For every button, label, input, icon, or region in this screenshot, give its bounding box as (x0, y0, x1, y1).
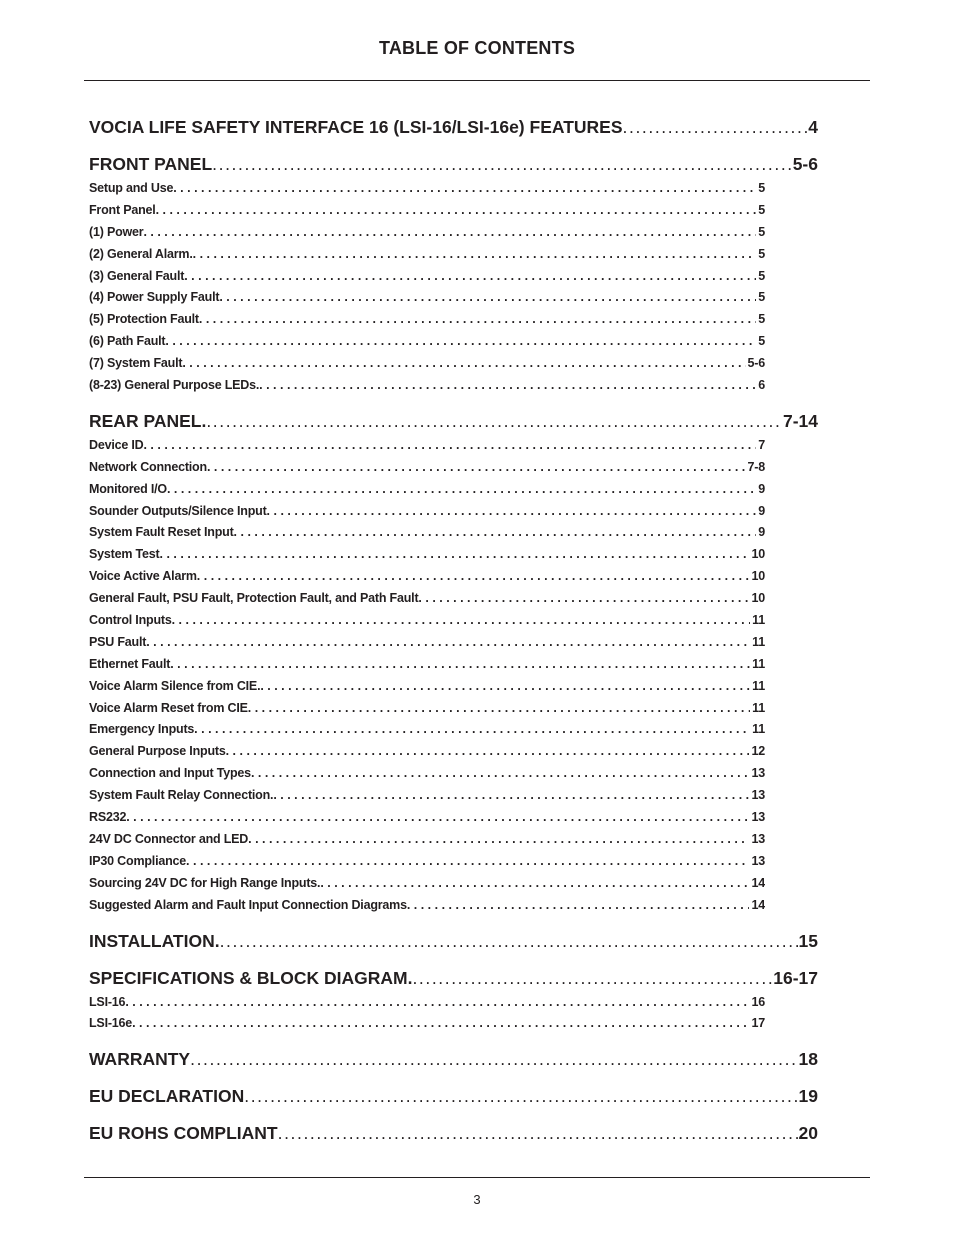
dot-leader (194, 719, 750, 741)
toc-subsection-page: 5 (758, 334, 765, 349)
toc-section-page: 19 (798, 1086, 818, 1107)
toc-subsection-entry[interactable] (89, 309, 765, 331)
toc-subsection-page: 9 (758, 503, 765, 518)
toc-subsection-title: LSI-16e (89, 1016, 133, 1031)
dot-leader (273, 785, 749, 807)
toc-subsection-page: 11 (752, 678, 765, 693)
toc-subsection-title: (6) Path Fault (89, 334, 166, 349)
toc-section (89, 917, 818, 953)
toc-subsection-entry[interactable] (89, 610, 765, 632)
toc-subsection-page: 10 (751, 569, 765, 584)
toc-subsection-title: Voice Active Alarm (89, 569, 197, 584)
dot-leader (412, 967, 773, 990)
toc-subsection-entry[interactable] (89, 353, 765, 375)
toc-subsection-title: Monitored I/O (89, 481, 167, 496)
toc-section-page: 7-14 (782, 410, 818, 431)
toc-subsection-title: Network Connection (89, 459, 207, 474)
toc-subsection-title: Sourcing 24V DC for High Range Inputs. (89, 875, 321, 890)
page-number: 3 (473, 1192, 481, 1207)
toc-subsection-title: 24V DC Connector and LED (89, 831, 249, 846)
dot-leader (173, 178, 756, 200)
toc-subsection-page: 9 (758, 525, 765, 540)
toc-subsection-page: 10 (751, 547, 765, 562)
toc-subsection-title: PSU Fault (89, 634, 147, 649)
toc-subsection-page: 16 (751, 994, 765, 1009)
toc-subsection-page: 13 (751, 766, 765, 781)
toc-subsection-page: 14 (751, 897, 765, 912)
toc-subsection-title: Ethernet Fault (89, 656, 171, 671)
dot-leader (126, 807, 749, 829)
toc-subsection-entry[interactable] (89, 632, 765, 654)
toc-subsection-entry[interactable] (89, 178, 765, 200)
toc-subsection-entry[interactable] (89, 654, 765, 676)
toc-subsection-entry[interactable] (89, 785, 765, 807)
dot-leader (184, 266, 756, 288)
toc-subsection-title: Sounder Outputs/Silence Input (89, 503, 267, 518)
toc-section-title: VOCIA LIFE SAFETY INTERFACE 16 (LSI-16/LSI-16e) FEATURES (89, 117, 623, 137)
toc-subsection-title: System Fault Relay Connection. (89, 788, 274, 803)
toc-subsection-list (89, 992, 765, 1036)
toc-subsection-entry[interactable] (89, 522, 765, 544)
toc-subsection-entry[interactable] (89, 895, 765, 917)
toc-subsection-page: 5 (758, 202, 765, 217)
toc-subsection-entry[interactable] (89, 375, 765, 397)
toc-subsection-entry[interactable] (89, 435, 765, 457)
dot-leader (132, 1013, 749, 1035)
toc-section-entry[interactable] (89, 967, 818, 990)
toc-subsection-title: Device ID (89, 437, 144, 452)
toc-section-entry[interactable] (89, 1048, 818, 1071)
dot-leader (267, 501, 757, 523)
toc-section (89, 953, 818, 1036)
dot-leader (165, 331, 756, 353)
dot-leader (226, 741, 750, 763)
toc-subsection-page: 11 (752, 700, 765, 715)
toc-subsection-title: Setup and Use (89, 181, 174, 195)
dot-leader (260, 676, 750, 698)
toc-subsection-entry[interactable] (89, 829, 765, 851)
dot-leader (170, 654, 750, 676)
toc-subsection-page: 5 (758, 268, 765, 283)
footer-rule (84, 1177, 870, 1178)
dot-leader (248, 829, 749, 851)
toc-subsection-entry[interactable] (89, 719, 765, 741)
toc-subsection-entry[interactable] (89, 588, 765, 610)
toc-section-entry[interactable] (89, 116, 818, 139)
toc-section-title: EU DECLARATION (89, 1086, 245, 1107)
toc-subsection-entry[interactable] (89, 566, 765, 588)
toc-section-page: 4 (808, 117, 818, 137)
dot-leader (143, 435, 756, 457)
toc-subsection-title: System Fault Reset Input (89, 525, 234, 540)
dot-leader (167, 479, 756, 501)
dot-leader (172, 610, 751, 632)
dot-leader (248, 698, 750, 720)
dot-leader (160, 544, 750, 566)
toc-subsection-page: 13 (751, 788, 765, 803)
dot-leader (156, 200, 757, 222)
toc-subsection-page: 12 (751, 744, 765, 759)
toc-subsection-page: 13 (751, 853, 765, 868)
toc-subsection-entry[interactable] (89, 544, 765, 566)
dot-leader (193, 244, 757, 266)
toc-subsection-entry[interactable] (89, 1013, 765, 1035)
dot-leader (320, 873, 749, 895)
toc-section (89, 397, 818, 917)
toc-subsection-entry[interactable] (89, 501, 765, 523)
toc-subsection-page: 5-6 (747, 356, 765, 371)
toc-section-title: EU ROHS COMPLIANT (89, 1123, 278, 1144)
toc-subsection-entry[interactable] (89, 457, 765, 479)
toc-section-title: INSTALLATION. (89, 930, 220, 951)
dot-leader (251, 763, 750, 785)
dot-leader (182, 353, 745, 375)
toc-subsection-page: 5 (758, 181, 765, 195)
toc-subsection-page: 9 (758, 481, 765, 496)
toc-subsection-page: 7-8 (747, 459, 765, 474)
dot-leader (278, 1122, 799, 1145)
toc-section-page: 5-6 (792, 154, 818, 174)
toc-subsection-page: 11 (752, 613, 765, 628)
toc-section-page: 16-17 (773, 967, 818, 988)
toc-subsection-title: Suggested Alarm and Fault Input Connection Diagrams (89, 897, 407, 912)
toc-subsection-page: 11 (752, 634, 765, 649)
toc-subsection-page: 13 (751, 831, 765, 846)
toc-section-title: WARRANTY (89, 1049, 191, 1070)
toc-subsection-page: 17 (751, 1016, 765, 1031)
toc-subsection-entry[interactable] (89, 244, 765, 266)
toc-subsection-title: (4) Power Supply Fault (89, 290, 220, 305)
toc-subsection-page: 14 (751, 875, 765, 890)
dot-leader (212, 153, 793, 176)
dot-leader (146, 632, 750, 654)
toc-subsection-list (89, 435, 765, 917)
toc-section-page: 20 (798, 1123, 818, 1144)
toc-subsection-entry[interactable] (89, 331, 765, 353)
toc-section (89, 1035, 818, 1071)
toc-subsection-page: 7 (758, 437, 765, 452)
toc-subsection-entry[interactable] (89, 807, 765, 829)
toc-section-entry[interactable] (89, 1085, 818, 1108)
toc-subsection-entry[interactable] (89, 851, 765, 873)
toc-subsection-page: 13 (751, 810, 765, 825)
toc-subsection-title: IP30 Compliance (89, 853, 187, 868)
toc-section (89, 139, 818, 397)
dot-leader (220, 930, 799, 953)
toc-subsection-page: 5 (758, 246, 765, 261)
toc-subsection-title: (5) Protection Fault (89, 312, 199, 327)
toc-subsection-title: (7) System Fault (89, 356, 183, 371)
toc-subsection-title: Control Inputs (89, 613, 172, 628)
toc-subsection-title: (8-23) General Purpose LEDs. (89, 378, 260, 393)
toc-subsection-page: 11 (752, 656, 765, 671)
dot-leader (199, 309, 756, 331)
dot-leader (407, 895, 750, 917)
dot-leader (234, 522, 757, 544)
dot-leader (186, 851, 749, 873)
toc-section-page: 15 (798, 930, 818, 951)
toc-subsection-title: Front Panel (89, 202, 156, 217)
toc-section-entry[interactable] (89, 410, 818, 433)
toc-subsection-title: (2) General Alarm. (89, 246, 193, 261)
toc-subsection-entry[interactable] (89, 698, 765, 720)
dot-leader (143, 222, 756, 244)
toc-subsection-entry[interactable] (89, 992, 765, 1014)
toc-subsection-title: LSI-16 (89, 994, 126, 1009)
toc-subsection-entry[interactable] (89, 479, 765, 501)
toc-section-entry[interactable] (89, 930, 818, 953)
dot-leader (197, 566, 750, 588)
toc-subsection-title: (3) General Fault (89, 268, 185, 283)
toc-subsection-title: (1) Power (89, 224, 144, 239)
toc-section (89, 1108, 818, 1145)
toc-subsection-title: RS232 (89, 810, 127, 825)
toc-subsection-entry[interactable] (89, 266, 765, 288)
toc-section-title: SPECIFICATIONS & BLOCK DIAGRAM. (89, 967, 413, 988)
header-rule (84, 80, 870, 81)
toc-subsection-entry[interactable] (89, 287, 765, 309)
dot-leader (206, 410, 783, 433)
toc-subsection-entry[interactable] (89, 741, 765, 763)
dot-leader (244, 1085, 798, 1108)
toc-section-title: FRONT PANEL (89, 154, 213, 174)
toc-section-page: 18 (798, 1049, 818, 1070)
toc-subsection-title: General Fault, PSU Fault, Protection Fault, and Path Fault (89, 591, 419, 606)
toc-section-entry[interactable] (89, 1122, 818, 1145)
dot-leader (418, 588, 749, 610)
toc-subsection-entry[interactable] (89, 222, 765, 244)
toc-subsection-entry[interactable] (89, 200, 765, 222)
toc-subsection-title: Connection and Input Types (89, 766, 251, 781)
dot-leader (207, 457, 746, 479)
toc-subsection-page: 5 (758, 312, 765, 327)
toc-subsection-title: Emergency Inputs (89, 722, 195, 737)
toc-subsection-list (89, 178, 765, 397)
toc-subsection-page: 11 (752, 722, 765, 737)
dot-leader (219, 287, 756, 309)
toc-section (89, 116, 818, 139)
toc-subsection-entry[interactable] (89, 676, 765, 698)
toc-subsection-page: 6 (758, 378, 765, 393)
table-of-contents (89, 116, 818, 1145)
toc-subsection-page: 10 (751, 591, 765, 606)
dot-leader (190, 1048, 798, 1071)
toc-subsection-title: General Purpose Inputs (89, 744, 226, 759)
toc-subsection-entry[interactable] (89, 873, 765, 895)
toc-subsection-title: Voice Alarm Reset from CIE (89, 700, 248, 715)
toc-subsection-page: 5 (758, 290, 765, 305)
dot-leader (623, 116, 809, 139)
toc-subsection-entry[interactable] (89, 763, 765, 785)
toc-section-entry[interactable] (89, 153, 818, 176)
toc-subsection-title: System Test (89, 547, 160, 562)
toc-section-title: REAR PANEL. (89, 410, 207, 431)
page-title: TABLE OF CONTENTS (378, 38, 576, 58)
toc-subsection-title: Voice Alarm Silence from CIE. (89, 678, 261, 693)
toc-section (89, 1071, 818, 1108)
dot-leader (125, 992, 749, 1014)
dot-leader (259, 375, 756, 397)
toc-subsection-page: 5 (758, 224, 765, 239)
